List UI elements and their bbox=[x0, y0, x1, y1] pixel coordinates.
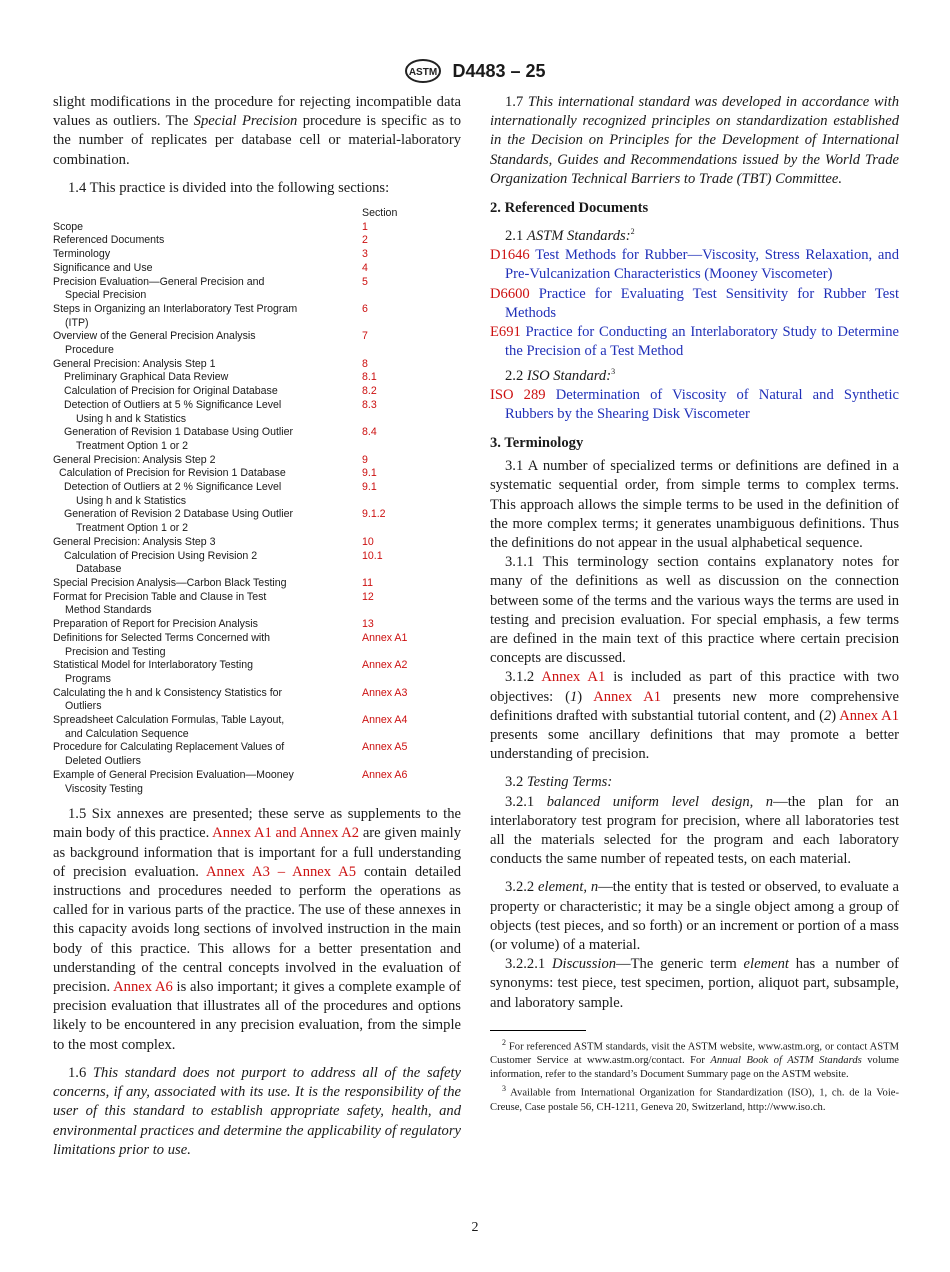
toc-row bbox=[53, 399, 461, 426]
toc-entry-title: Calculating the h and k Consistency Statistics for Outliers bbox=[53, 686, 283, 713]
toc-row bbox=[53, 659, 461, 686]
reference-code[interactable]: D6600 bbox=[490, 285, 530, 302]
toc-section-header: Section bbox=[362, 207, 398, 220]
toc-section-link[interactable]: 11 bbox=[362, 577, 373, 589]
toc-section-link[interactable]: Annex A5 bbox=[362, 741, 408, 754]
paragraph-3-1-2: 3.1.2 Annex A1 is included as part of this practice with two objectives: (1) Annex A1 presents new more comprehensive definitions drafted with substantial tutorial content, and (2) Annex A1 presents some ancillary definitions that may promote a better understanding of precision. bbox=[490, 669, 900, 763]
toc-row bbox=[53, 234, 461, 248]
toc-section-link[interactable]: 8 bbox=[362, 357, 368, 370]
toc-row bbox=[53, 262, 461, 276]
toc-entry-title: Calculation of Precision Using Revision 2 Database bbox=[64, 549, 258, 576]
annex-a3-a5-link[interactable]: Annex A3 – Annex A5 bbox=[206, 863, 357, 880]
paragraph-3-2: 3.2 Testing Terms: bbox=[505, 774, 613, 791]
toc-entry-title: Calculation of Precision for Revision 1 Database bbox=[59, 467, 286, 480]
toc-row bbox=[53, 481, 461, 508]
paragraph-3-2-1: 3.2.1 balanced uniform level design, n—the plan for an interlaboratory test program for precision, where all laboratories test all the materials selected for the program and each laboratory conducts the same number of repeated tests, on each material. bbox=[490, 793, 899, 868]
toc-entry-title: Detection of Outliers at 2 % Significance Level Using h and k Statistics bbox=[64, 481, 282, 507]
toc-section-link[interactable]: 9.1.2 bbox=[362, 508, 386, 521]
paragraph-1-7: 1.7 This international standard was developed in accordance with internationally recognized principles on standardization established in the Decision on Principles for the Development of International Standards, Guides and Recommendations issued by the World Trade Organization Technical Barriers to Trade (TBT) Committee. bbox=[490, 94, 900, 187]
paragraph-3-2-2-1: 3.2.2.1 Discussion—The generic term element has a number of synonyms: test piece, test specimen, portion, aliquot part, subsample, and laboratory sample. bbox=[490, 956, 899, 1011]
toc-section-link[interactable]: 2 bbox=[362, 234, 368, 247]
annex-a6-link[interactable]: Annex A6 bbox=[113, 979, 173, 996]
toc-entry-title: Steps in Organizing an Interlaboratory Test Program (ITP) bbox=[53, 302, 298, 329]
toc-entry-title: Statistical Model for Interlaboratory Testing Programs bbox=[53, 659, 254, 685]
footnote-2: $^2$ For referenced ASTM standards, visit the ASTM website, www.astm.org, or contact ASTM Customer Service at www.astm.org/contact. For Annual Book of ASTM Standards volume information, refer to the standard’s Document Summary page on the ASTM website. bbox=[490, 1037, 900, 1081]
toc-section-link[interactable]: 9.1 bbox=[362, 481, 377, 494]
toc-entry-title: Terminology bbox=[53, 248, 111, 261]
toc-row bbox=[53, 577, 461, 591]
toc-section-link[interactable]: 9.1 bbox=[362, 467, 377, 480]
toc-entry-title: Special Precision Analysis—Carbon Black Testing bbox=[53, 577, 287, 589]
right-column bbox=[490, 93, 899, 1115]
toc-row bbox=[53, 550, 461, 577]
section-3-heading: 3. Terminology bbox=[490, 434, 584, 451]
toc-entry-title: Detection of Outliers at 5 % Significance Level Using h and k Statistics bbox=[64, 398, 282, 425]
toc-row bbox=[53, 618, 461, 632]
document-code: D4483 – 25 bbox=[452, 60, 546, 81]
toc-entry-title: Preparation of Report for Precision Analysis bbox=[53, 618, 258, 631]
toc-section-link[interactable]: 8.2 bbox=[362, 385, 377, 398]
paragraph-1-6: 1.6 This standard does not purport to address all of the safety concerns, if any, associated with its use. It is the responsibility of the user of this standard to establish appropriate safety, health, and environmental practices and determine the applicability of regulatory limitations prior to use. bbox=[53, 1064, 461, 1158]
intro-paragraph: slight modifications in the procedure for rejecting incompatible data values as outliers. The Special Precision procedure is specific as to the number of replicates per database cell or material-laboratory combination. bbox=[53, 94, 461, 168]
toc-section-link[interactable]: 5 bbox=[362, 275, 368, 288]
paragraph-3-1-1: 3.1.1 This terminology section contains explanatory notes for many of the definitions as well as discussion on the connection between some of the terms and the various ways the terms are used in testing and precision evaluation. For special emphasis, a few terms are defined in the main text of this practice where certain precision concepts are discussed. bbox=[490, 554, 899, 667]
toc-section-link[interactable]: 8.1 bbox=[362, 371, 377, 384]
toc-entry-title: Precision Evaluation—General Precision and Special Precision bbox=[53, 275, 265, 302]
toc-section-link[interactable]: Annex A4 bbox=[362, 714, 408, 727]
toc-section-link[interactable]: 12 bbox=[362, 590, 374, 603]
iso-reference-title[interactable]: Determination of Viscosity of Natural and Synthetic Rubbers by the Shearing Disk Viscometer bbox=[505, 386, 900, 422]
toc-entry-title: Procedure for Calculating Replacement Values of Deleted Outliers bbox=[53, 741, 285, 768]
toc-row bbox=[53, 769, 461, 796]
toc-section-link[interactable]: 8.3 bbox=[362, 398, 377, 411]
toc-section-link[interactable]: 3 bbox=[362, 248, 368, 261]
reference-title[interactable]: Practice for Conducting an Interlaboratory Study to Determine the Precision of a Test Method bbox=[505, 324, 900, 360]
toc-entry-title: General Precision: Analysis Step 1 bbox=[53, 357, 216, 370]
left-column bbox=[53, 93, 461, 1160]
toc-section-link[interactable]: 10.1 bbox=[362, 549, 383, 562]
toc-section-link[interactable]: Annex A6 bbox=[362, 768, 408, 781]
toc-row bbox=[53, 687, 461, 714]
toc-entry-title: Generation of Revision 1 Database Using Outlier Treatment Option 1 or 2 bbox=[64, 426, 294, 452]
toc-entry-title: Spreadsheet Calculation Formulas, Table Layout, and Calculation Sequence bbox=[53, 714, 285, 740]
toc-entry-title: Scope bbox=[53, 220, 84, 233]
toc-row bbox=[53, 276, 461, 303]
toc-entry-title: Preliminary Graphical Data Review bbox=[64, 371, 229, 384]
toc-row bbox=[53, 330, 461, 357]
toc-row bbox=[53, 303, 461, 330]
section-2-heading: 2. Referenced Documents bbox=[490, 200, 649, 217]
toc-row bbox=[53, 385, 461, 399]
iso-reference[interactable] bbox=[490, 386, 899, 424]
svg-text:ASTM: ASTM bbox=[409, 67, 438, 78]
annex-a1-a2-link[interactable]: Annex A1 and Annex A2 bbox=[212, 825, 360, 842]
paragraph-2-2: 2.2 ISO Standard:$^3$ bbox=[505, 366, 616, 384]
toc-row bbox=[53, 714, 461, 741]
toc-section-link[interactable]: 9 bbox=[362, 453, 368, 466]
annex-a1-link[interactable]: Annex A1 bbox=[839, 707, 900, 724]
toc-row bbox=[53, 632, 461, 659]
reference-code[interactable]: D1646 bbox=[490, 247, 530, 264]
toc-row bbox=[53, 248, 461, 262]
footnote-3: $^3$ Available from International Organization for Standardization (ISO), 1, ch. de la Voie-Creuse, Case postale 56, CH-1211, Geneva 20, Switzerland, http://www.iso.ch. bbox=[490, 1084, 899, 1113]
paragraph-3-2-2: 3.2.2 element, n—the entity that is tested or observed, to evaluate a property or characteristic; it may be a single object among a group of objects (test pieces, and so forth) or an increment or portion of a mass (or volume) of a material. bbox=[490, 879, 899, 954]
toc-entry-title: Significance and Use bbox=[53, 261, 153, 274]
sections-table bbox=[53, 221, 461, 797]
paragraph-3-1: 3.1 A number of specialized terms or definitions are defined in a systematic sequential order, from simple terms to complex terms. This approach allows the simple terms to be used in the definition of the more complex terms; it generates unambiguous definitions. Thus the definitions do not appear in the usual alphabetical sequence. bbox=[490, 458, 899, 551]
toc-entry-title: Calculation of Precision for Original Database bbox=[64, 385, 278, 398]
toc-row bbox=[53, 591, 461, 618]
toc-section-link[interactable]: 13 bbox=[362, 618, 374, 631]
footnote-divider bbox=[490, 1030, 586, 1031]
paragraph-1-4: 1.4 This practice is divided into the following sections: bbox=[68, 179, 390, 196]
toc-section-link[interactable]: 1 bbox=[362, 220, 368, 233]
toc-entry-title: General Precision: Analysis Step 2 bbox=[53, 453, 216, 466]
toc-row bbox=[53, 536, 461, 550]
toc-row bbox=[53, 371, 461, 385]
toc-row bbox=[53, 426, 461, 453]
toc-section-link[interactable]: 8.4 bbox=[362, 426, 377, 439]
iso-reference-code[interactable]: ISO 289 bbox=[490, 386, 546, 403]
reference-title[interactable]: Practice for Evaluating Test Sensitivity for Rubber Test Methods bbox=[505, 285, 899, 321]
toc-row bbox=[53, 221, 461, 235]
toc-section-link[interactable]: 6 bbox=[362, 302, 368, 315]
toc-row bbox=[53, 358, 461, 372]
astm-reference[interactable] bbox=[490, 285, 899, 323]
toc-entry-title: Definitions for Selected Terms Concerned with Precision and Testing bbox=[53, 631, 271, 658]
toc-entry-title: Format for Precision Table and Clause in Test Method Standards bbox=[53, 590, 267, 617]
annex-a1-link[interactable]: Annex A1 bbox=[541, 669, 606, 686]
paragraph-2-1: 2.1 ASTM Standards:$^2$ bbox=[505, 227, 635, 245]
toc-entry-title: Overview of the General Precision Analysis Procedure bbox=[53, 330, 256, 357]
page-header bbox=[0, 58, 950, 84]
toc-row bbox=[53, 454, 461, 468]
toc-row bbox=[53, 467, 461, 481]
toc-entry-title: Referenced Documents bbox=[53, 234, 165, 247]
toc-section-link[interactable]: 7 bbox=[362, 330, 368, 343]
page-number: 2 bbox=[471, 1220, 479, 1235]
paragraph-1-5: 1.5 Six annexes are presented; these serve as supplements to the main body of this practice. Annex A1 and Annex A2 are given mainly as background information that is important for a full understanding of precision evaluation. Annex A3 – Annex A5 contain detailed instructions and procedures needed to perform the operations as called for in various parts of the practice. The use of these annexes in this capacity avoids long sections of involved instruction in the main body of this practice. This allows for a better presentation and understanding of the central concepts involved in the evaluation of precision. Annex A6 is also important; it gives a complete example of precision evaluation that illustrates all of the procedures and options likely to be encountered in any precision evaluation, from the simple to the most complex. bbox=[53, 806, 462, 1053]
reference-title[interactable]: Test Methods for Rubber—Viscosity, Stress Relaxation, and Pre-Vulcanization Characteristics (Mooney Viscometer) bbox=[505, 247, 899, 283]
astm-reference[interactable] bbox=[490, 246, 899, 284]
astm-references-list bbox=[490, 246, 899, 361]
toc-entry-title: General Precision: Analysis Step 3 bbox=[53, 535, 216, 548]
astm-reference[interactable] bbox=[490, 323, 899, 361]
reference-code[interactable]: E691 bbox=[490, 324, 521, 341]
toc-section-link[interactable]: 4 bbox=[362, 261, 368, 274]
toc-section-link[interactable]: 10 bbox=[362, 535, 374, 548]
astm-logo-icon bbox=[404, 58, 442, 84]
annex-a1-link[interactable]: Annex A1 bbox=[593, 688, 662, 705]
toc-entry-title: Example of General Precision Evaluation—Mooney Viscosity Testing bbox=[53, 768, 294, 795]
toc-section-link[interactable]: Annex A1 bbox=[362, 631, 408, 644]
toc-row bbox=[53, 508, 461, 535]
toc-row bbox=[53, 741, 461, 768]
toc-entry-title: Generation of Revision 2 Database Using Outlier Treatment Option 1 or 2 bbox=[64, 508, 294, 535]
toc-section-link[interactable]: Annex A3 bbox=[362, 686, 408, 699]
toc-section-link[interactable]: Annex A2 bbox=[362, 659, 408, 672]
